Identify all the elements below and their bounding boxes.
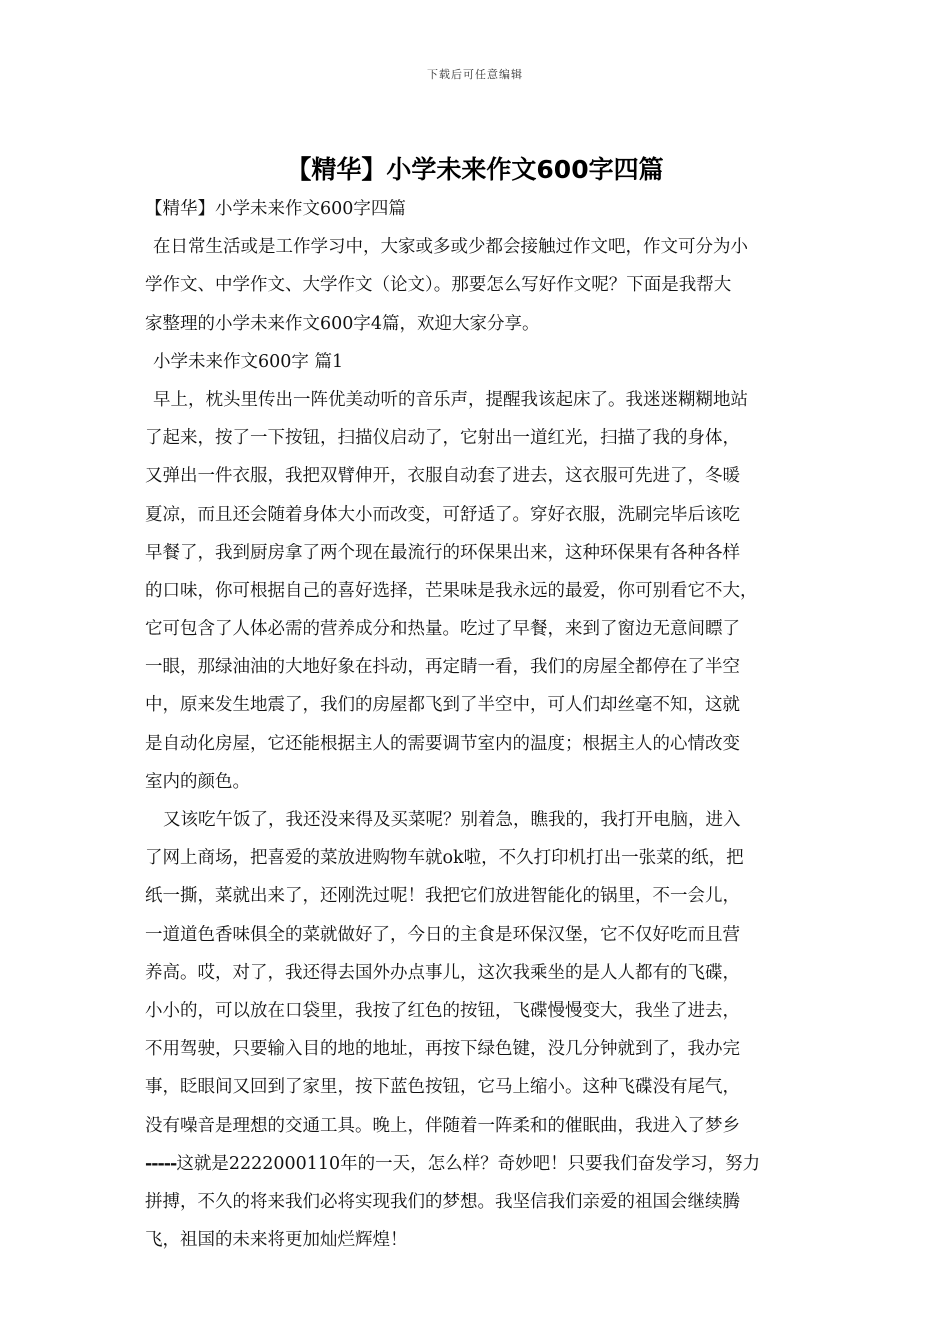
paragraph-line: 没有噪音是理想的交通工具。晚上，伴随着一阵柔和的催眠曲，我进入了梦乡	[145, 1115, 740, 1136]
paragraph-line: 学作文、中学作文、大学作文（论文）。那要怎么写好作文呢？下面是我帮大	[145, 275, 732, 296]
paragraph-line: 养高。哎，对了，我还得去国外办点事儿，这次我乘坐的是人人都有的飞碟，	[145, 962, 740, 983]
paragraph-line: 早上，枕头里传出一阵优美动听的音乐声，提醒我该起床了。我迷迷糊糊地站	[153, 389, 748, 410]
paragraph-line: 不用驾驶，只要输入目的地的地址，再按下绿色键，没几分钟就到了，我办完	[145, 1039, 740, 1060]
subtitle-line: 【精华】小学未来作文600字四篇	[145, 199, 406, 219]
paragraph-line: 又该吃午饭了，我还没来得及买菜呢？别着急，瞧我的，我打开电脑，进入	[163, 810, 741, 830]
paragraph-line: 一眼，那绿油油的大地好象在抖动，再定睛一看，我们的房屋全都停在了半空	[145, 657, 740, 678]
paragraph-line: 家整理的小学未来作文600字4篇，欢迎大家分享。	[145, 313, 540, 334]
paragraph-line: 夏凉，而且还会随着身体大小而改变，可舒适了。穿好衣服，洗刷完毕后该吃	[145, 504, 740, 525]
paragraph-line: 了网上商场，把喜爱的菜放进购物车就ok啦，不久打印机打出一张菜的纸，把	[145, 848, 744, 869]
paragraph-line	[145, 1145, 820, 1183]
paragraph-line: 拼搏，不久的将来我们必将实现我们的梦想。我坚信我们亲爱的祖国会继续腾	[145, 1191, 740, 1212]
paragraph-line: 早餐了，我到厨房拿了两个现在最流行的环保果出来，这种环保果有各种各样	[145, 542, 740, 563]
document-title: 【精华】小学未来作文600字四篇	[286, 155, 664, 184]
paragraph-line-text: 这就是2222000110年的一天，怎么样？奇妙吧！只要我们奋发学习，努力	[176, 1153, 761, 1174]
document-body	[145, 190, 820, 1259]
paragraph-line: 飞，祖国的未来将更加灿烂辉煌！	[145, 1230, 408, 1251]
paragraph-line: 是自动化房屋，它还能根据主人的需要调节室内的温度；根据主人的心情改变	[145, 733, 740, 754]
paragraph-line: 室内的颜色。	[145, 771, 250, 792]
paragraph-line: 它可包含了人体必需的营养成分和热量。吃过了早餐，来到了窗边无意间瞟了	[145, 619, 740, 640]
header-note: 下载后可任意编辑	[427, 68, 523, 81]
paragraph-line: 又弹出一件衣服，我把双臂伸开，衣服自动套了进去，这衣服可先进了，冬暖	[145, 466, 740, 487]
paragraph-line: 纸一撕，菜就出来了，还刚洗过呢！我把它们放进智能化的锅里，不一会儿，	[145, 886, 740, 907]
dash-prefix: -----	[145, 1153, 177, 1174]
paragraph-line: 的口味，你可根据自己的喜好选择，芒果味是我永远的最爱，你可别看它不大，	[145, 580, 758, 601]
paragraph-line: 小小的，可以放在口袋里，我按了红色的按钮，飞碟慢慢变大，我坐了进去，	[145, 1000, 740, 1021]
paragraph-line: 中，原来发生地震了，我们的房屋都飞到了半空中，可人们却丝毫不知，这就	[145, 695, 740, 716]
paragraph-line: 事，眨眼间又回到了家里，按下蓝色按钮，它马上缩小。这种飞碟没有尾气，	[145, 1077, 740, 1098]
paragraph-line: 了起来，按了一下按钮，扫描仪启动了，它射出一道红光，扫描了我的身体，	[145, 428, 740, 449]
paragraph-line: 一道道色香味俱全的菜就做好了，今日的主食是环保汉堡，它不仅好吃而且营	[145, 924, 740, 945]
paragraph-line: 在日常生活或是工作学习中，大家或多或少都会接触过作文吧，作文可分为小	[153, 237, 748, 258]
section-heading: 小学未来作文600字 篇1	[153, 351, 344, 372]
